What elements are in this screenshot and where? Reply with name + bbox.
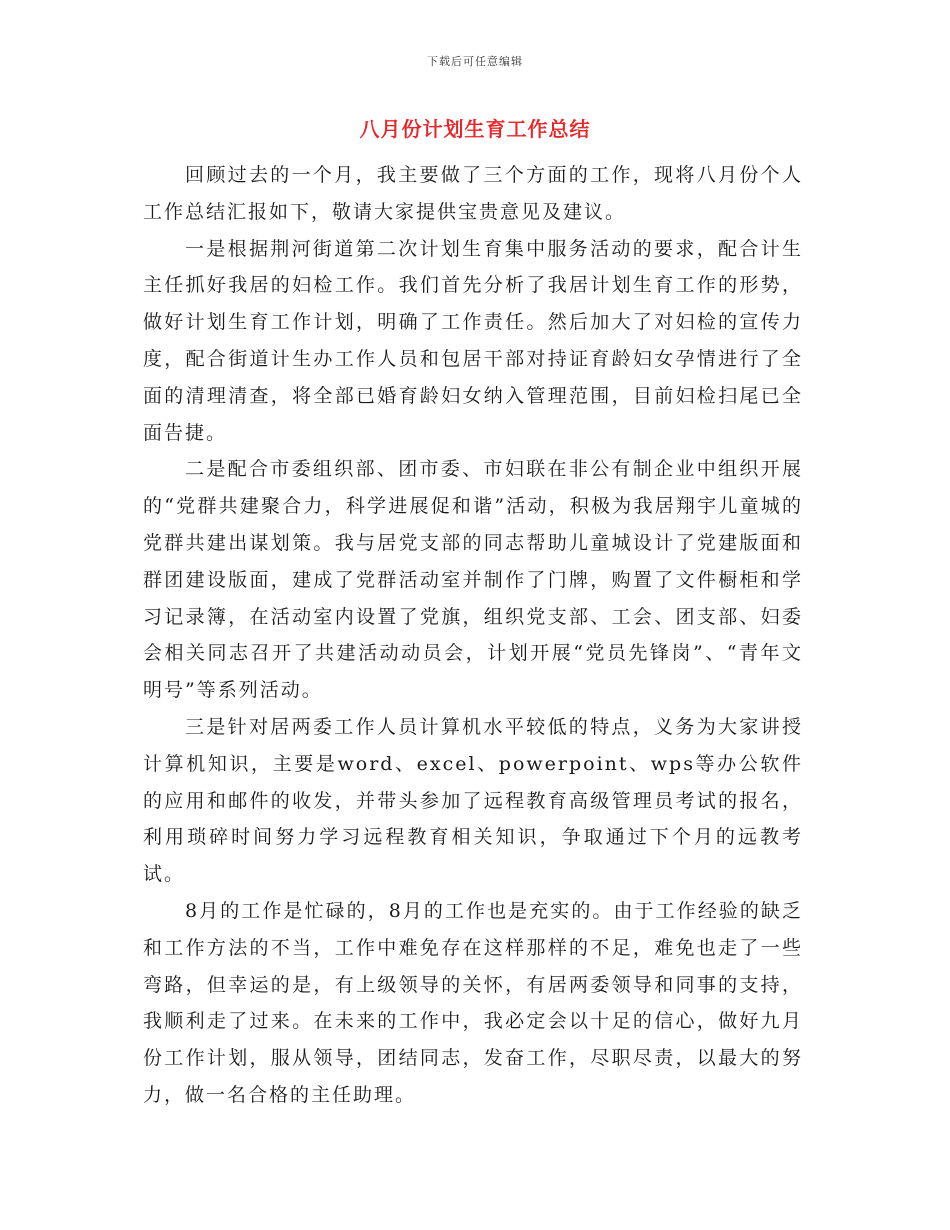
paragraph: 一是根据荆河街道第二次计划生育集中服务活动的要求，配合计生主任抓好我居的妇检工作。我们首先分析了我居计划生育工作的形势，做好计划生育工作计划，明确了工作责任。然后加大了对妇检的宣传力度，配合街道计生办工作人员和包居干部对持证育龄妇女孕情进行了全面的清理清查，将全部已婚育龄妇女纳入管理范围，目前妇检扫尾已全面告捷。 [143, 237, 803, 444]
paragraph: 8月的工作是忙碌的，8月的工作也是充实的。由于工作经验的缺乏和工作方法的不当，工作中难免存在这样那样的不足，难免也走了一些弯路，但幸运的是，有上级领导的关怀，有居两委领导和同事的支持，我顺利走了过来。在未来的工作中，我必定会以十足的信心，做好九月份工作计划，服从领导，团结同志，发奋工作，尽职尽责，以最大的努力，做一名合格的主任助理。 [143, 899, 803, 1106]
document-body [143, 157, 803, 1114]
header-note: 下载后可任意编辑 [427, 55, 523, 68]
paragraph: 二是配合市委组织部、团市委、市妇联在非公有制企业中组织开展的“党群共建聚合力，科学进展促和谐”活动，积极为我居翔宇儿童城的党群共建出谋划策。我与居党支部的同志帮助儿童城设计了党建版面和群团建设版面，建成了党群活动室并制作了门牌，购置了文件橱柜和学习记录簿，在活动室内设置了党旗，组织党支部、工会、团支部、妇委会相关同志召开了共建活动动员会，计划开展“党员先锋岗”、“青年文明号”等系列活动。 [143, 458, 803, 702]
document-title: 八月份计划生育工作总结 [359, 117, 591, 141]
paragraph: 三是针对居两委工作人员计算机水平较低的特点，义务为大家讲授计算机知识，主要是word、excel、powerpoint、wps等办公软件的应用和邮件的收发，并带头参加了远程教育高级管理员考试的报名，利用琐碎时间努力学习远程教育相关知识，争取通过下个月的远教考试。 [143, 715, 803, 886]
paragraph: 回顾过去的一个月，我主要做了三个方面的工作，现将八月份个人工作总结汇报如下，敬请大家提供宝贵意见及建议。 [143, 164, 803, 223]
